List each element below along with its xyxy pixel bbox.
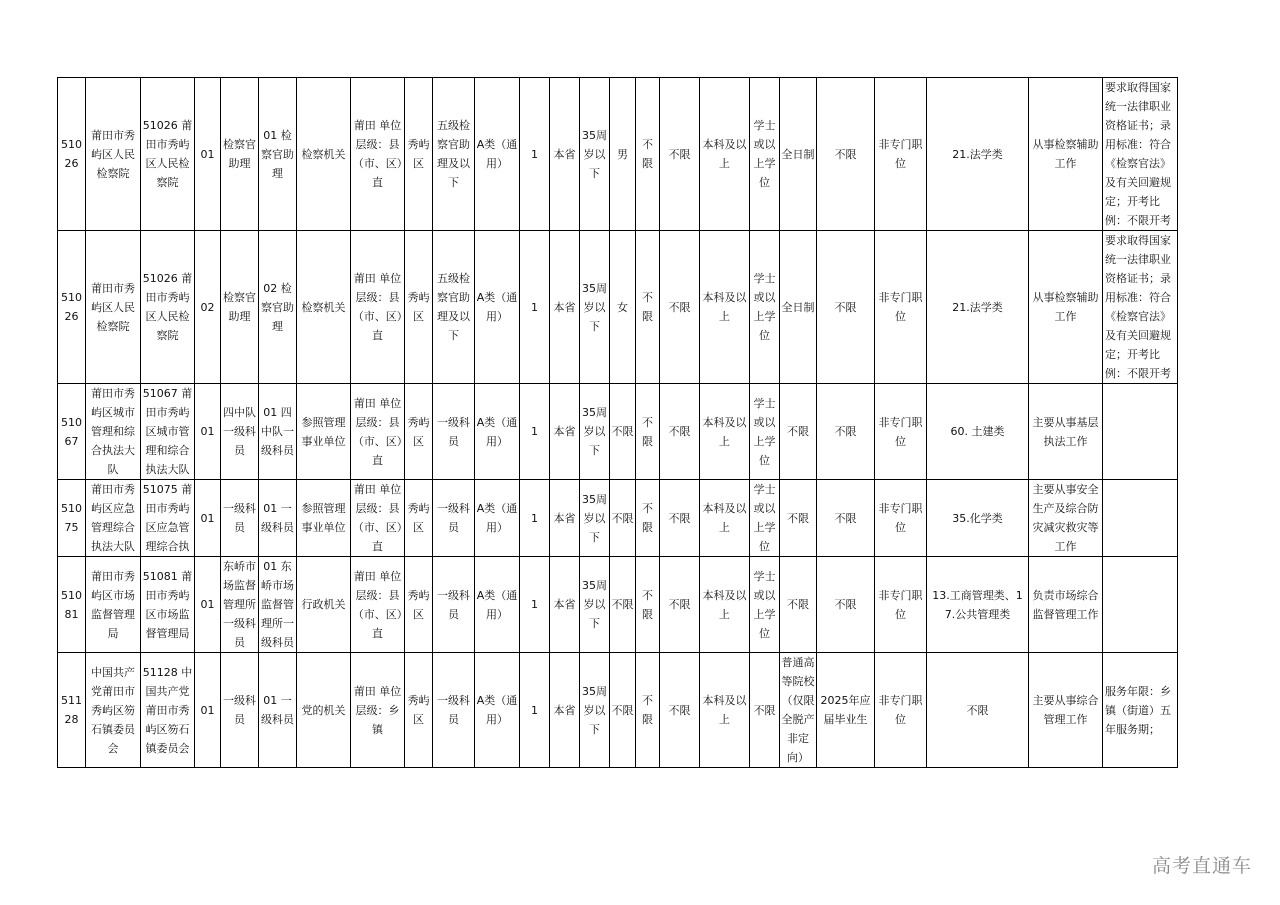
cell-age: 35周岁以下 (580, 557, 610, 653)
cell-level: 莆田 单位层级：县（市、区）直 (351, 557, 405, 653)
cell-unit: 51081 莆田市秀屿区市场监督管理局 (141, 557, 195, 653)
cell-count: 1 (520, 384, 550, 480)
cell-gender: 男 (610, 78, 636, 231)
cell-exam-type: A类（通用） (475, 480, 520, 557)
cell-study-mode: 全日制 (780, 231, 817, 384)
cell-politics: 不限 (660, 231, 700, 384)
cell-education: 本科及以上 (700, 231, 750, 384)
table-row (58, 653, 1178, 768)
table-row (58, 557, 1178, 653)
cell-exam-type: A类（通用） (475, 78, 520, 231)
cell-ethnicity: 不限 (636, 480, 660, 557)
cell-count: 1 (520, 653, 550, 768)
cell-exam-type: A类（通用） (475, 557, 520, 653)
cell-unit: 51075 莆田市秀屿区应急管理综合执 (141, 480, 195, 557)
cell-pos-code: 01 (195, 557, 221, 653)
cell-rank: 五级检察官助理及以下 (433, 231, 475, 384)
cell-experience: 不限 (817, 557, 875, 653)
table-row (58, 384, 1178, 480)
cell-pos-name: 一级科员 (221, 653, 259, 768)
cell-level: 莆田 单位层级：乡镇 (351, 653, 405, 768)
cell-politics: 不限 (660, 384, 700, 480)
cell-origin: 本省 (550, 653, 580, 768)
cell-education: 本科及以上 (700, 384, 750, 480)
table-body (58, 78, 1178, 768)
cell-pos-code: 01 (195, 384, 221, 480)
cell-experience: 不限 (817, 78, 875, 231)
cell-education: 本科及以上 (700, 480, 750, 557)
cell-ethnicity: 不限 (636, 557, 660, 653)
cell-exam-type: A类（通用） (475, 653, 520, 768)
cell-pos-code: 01 (195, 653, 221, 768)
cell-duty: 负责市场综合监督管理工作 (1029, 557, 1103, 653)
cell-politics: 不限 (660, 557, 700, 653)
cell-major: 35.化学类 (927, 480, 1029, 557)
cell-dept-name: 莆田市秀屿区人民检察院 (86, 78, 141, 231)
cell-requirements (1103, 384, 1178, 480)
cell-count: 1 (520, 557, 550, 653)
cell-district: 秀屿区 (405, 384, 433, 480)
cell-duty: 从事检察辅助工作 (1029, 78, 1103, 231)
cell-degree: 学士或以上学位 (750, 384, 780, 480)
cell-requirements: 要求取得国家统一法律职业资格证书；录用标准：符合《检察官法》及有关回避规定；开考比例：不限开考 (1103, 231, 1178, 384)
cell-requirements (1103, 557, 1178, 653)
table-row (58, 78, 1178, 231)
cell-pos-desc: 01 一级科员 (259, 653, 297, 768)
cell-origin: 本省 (550, 231, 580, 384)
cell-pos-desc: 01 四中队一级科员 (259, 384, 297, 480)
cell-exam-type: A类（通用） (475, 384, 520, 480)
cell-district: 秀屿区 (405, 78, 433, 231)
cell-pos-desc: 01 一级科员 (259, 480, 297, 557)
table-row (58, 231, 1178, 384)
cell-level: 莆田 单位层级：县（市、区）直 (351, 231, 405, 384)
cell-level: 莆田 单位层级：县（市、区）直 (351, 480, 405, 557)
cell-nature: 非专门职位 (875, 384, 927, 480)
cell-experience: 不限 (817, 231, 875, 384)
cell-degree: 不限 (750, 653, 780, 768)
cell-pos-desc: 01 东峤市场监督管理所一级科员 (259, 557, 297, 653)
cell-origin: 本省 (550, 384, 580, 480)
cell-pos-name: 东峤市场监督管理所一级科员 (221, 557, 259, 653)
cell-major: 60. 土建类 (927, 384, 1029, 480)
cell-district: 秀屿区 (405, 653, 433, 768)
cell-experience: 不限 (817, 480, 875, 557)
cell-dept-name: 莆田市秀屿区人民检察院 (86, 231, 141, 384)
cell-experience: 2025年应届毕业生 (817, 653, 875, 768)
cell-code-no: 51067 (58, 384, 86, 480)
cell-origin: 本省 (550, 557, 580, 653)
cell-origin: 本省 (550, 78, 580, 231)
cell-pos-name: 检察官助理 (221, 78, 259, 231)
cell-district: 秀屿区 (405, 231, 433, 384)
cell-education: 本科及以上 (700, 78, 750, 231)
cell-degree: 学士或以上学位 (750, 78, 780, 231)
cell-requirements (1103, 480, 1178, 557)
cell-study-mode: 不限 (780, 557, 817, 653)
cell-study-mode: 不限 (780, 384, 817, 480)
cell-experience: 不限 (817, 384, 875, 480)
cell-rank: 一级科员 (433, 557, 475, 653)
cell-ethnicity: 不限 (636, 384, 660, 480)
cell-code-no: 51075 (58, 480, 86, 557)
cell-nature: 非专门职位 (875, 78, 927, 231)
cell-dept-name: 中国共产党莆田市秀屿区笏石镇委员会 (86, 653, 141, 768)
cell-rank: 一级科员 (433, 384, 475, 480)
cell-rank: 一级科员 (433, 653, 475, 768)
cell-pos-name: 四中队一级科员 (221, 384, 259, 480)
cell-pos-desc: 01 检察官助理 (259, 78, 297, 231)
cell-unit-type: 检察机关 (297, 78, 351, 231)
cell-age: 35周岁以下 (580, 384, 610, 480)
cell-rank: 一级科员 (433, 480, 475, 557)
cell-nature: 非专门职位 (875, 480, 927, 557)
cell-major: 不限 (927, 653, 1029, 768)
cell-nature: 非专门职位 (875, 653, 927, 768)
cell-dept-name: 莆田市秀屿区城市管理和综合执法大队 (86, 384, 141, 480)
cell-count: 1 (520, 480, 550, 557)
cell-duty: 主要从事综合管理工作 (1029, 653, 1103, 768)
cell-rank: 五级检察官助理及以下 (433, 78, 475, 231)
cell-pos-desc: 02 检察官助理 (259, 231, 297, 384)
cell-duty: 从事检察辅助工作 (1029, 231, 1103, 384)
cell-requirements: 服务年限：乡镇（街道）五年服务期； (1103, 653, 1178, 768)
cell-count: 1 (520, 78, 550, 231)
cell-duty: 主要从事基层执法工作 (1029, 384, 1103, 480)
cell-politics: 不限 (660, 480, 700, 557)
cell-age: 35周岁以下 (580, 78, 610, 231)
cell-degree: 学士或以上学位 (750, 231, 780, 384)
cell-requirements: 要求取得国家统一法律职业资格证书；录用标准：符合《检察官法》及有关回避规定；开考比例：不限开考 (1103, 78, 1178, 231)
cell-study-mode: 全日制 (780, 78, 817, 231)
cell-gender: 女 (610, 231, 636, 384)
table-row (58, 480, 1178, 557)
cell-pos-code: 01 (195, 78, 221, 231)
cell-politics: 不限 (660, 78, 700, 231)
cell-politics: 不限 (660, 653, 700, 768)
cell-age: 35周岁以下 (580, 653, 610, 768)
cell-district: 秀屿区 (405, 557, 433, 653)
cell-major: 21.法学类 (927, 78, 1029, 231)
cell-nature: 非专门职位 (875, 557, 927, 653)
cell-pos-name: 一级科员 (221, 480, 259, 557)
cell-exam-type: A类（通用） (475, 231, 520, 384)
cell-code-no: 51128 (58, 653, 86, 768)
cell-degree: 学士或以上学位 (750, 480, 780, 557)
cell-ethnicity: 不限 (636, 653, 660, 768)
cell-study-mode: 不限 (780, 480, 817, 557)
cell-age: 35周岁以下 (580, 480, 610, 557)
cell-ethnicity: 不限 (636, 231, 660, 384)
cell-dept-name: 莆田市秀屿区应急管理综合执法大队 (86, 480, 141, 557)
cell-education: 本科及以上 (700, 653, 750, 768)
cell-unit-type: 党的机关 (297, 653, 351, 768)
cell-nature: 非专门职位 (875, 231, 927, 384)
cell-dept-name: 莆田市秀屿区市场监督管理局 (86, 557, 141, 653)
cell-degree: 学士或以上学位 (750, 557, 780, 653)
cell-unit-type: 参照管理事业单位 (297, 480, 351, 557)
cell-unit-type: 参照管理事业单位 (297, 384, 351, 480)
recruitment-table (57, 77, 1178, 768)
cell-study-mode: 普通高等院校（仅限全脱产非定向） (780, 653, 817, 768)
cell-unit-type: 行政机关 (297, 557, 351, 653)
cell-gender: 不限 (610, 384, 636, 480)
cell-major: 13.工商管理类、17.公共管理类 (927, 557, 1029, 653)
cell-district: 秀屿区 (405, 480, 433, 557)
cell-gender: 不限 (610, 653, 636, 768)
cell-code-no: 51081 (58, 557, 86, 653)
cell-gender: 不限 (610, 480, 636, 557)
cell-education: 本科及以上 (700, 557, 750, 653)
cell-ethnicity: 不限 (636, 78, 660, 231)
cell-pos-code: 01 (195, 480, 221, 557)
cell-origin: 本省 (550, 480, 580, 557)
cell-unit: 51128 中国共产党莆田市秀屿区笏石镇委员会 (141, 653, 195, 768)
cell-count: 1 (520, 231, 550, 384)
cell-code-no: 51026 (58, 78, 86, 231)
cell-unit: 51026 莆田市秀屿区人民检察院 (141, 78, 195, 231)
cell-level: 莆田 单位层级：县（市、区）直 (351, 384, 405, 480)
cell-duty: 主要从事安全生产及综合防灾减灾救灾等工作 (1029, 480, 1103, 557)
cell-pos-code: 02 (195, 231, 221, 384)
cell-age: 35周岁以下 (580, 231, 610, 384)
cell-pos-name: 检察官助理 (221, 231, 259, 384)
cell-code-no: 51026 (58, 231, 86, 384)
cell-major: 21.法学类 (927, 231, 1029, 384)
cell-unit: 51026 莆田市秀屿区人民检察院 (141, 231, 195, 384)
watermark: 高考直通车 (1151, 855, 1252, 877)
cell-unit: 51067 莆田市秀屿区城市管理和综合执法大队 (141, 384, 195, 480)
cell-level: 莆田 单位层级：县（市、区）直 (351, 78, 405, 231)
cell-gender: 不限 (610, 557, 636, 653)
recruitment-table-container (57, 77, 1178, 768)
cell-unit-type: 检察机关 (297, 231, 351, 384)
